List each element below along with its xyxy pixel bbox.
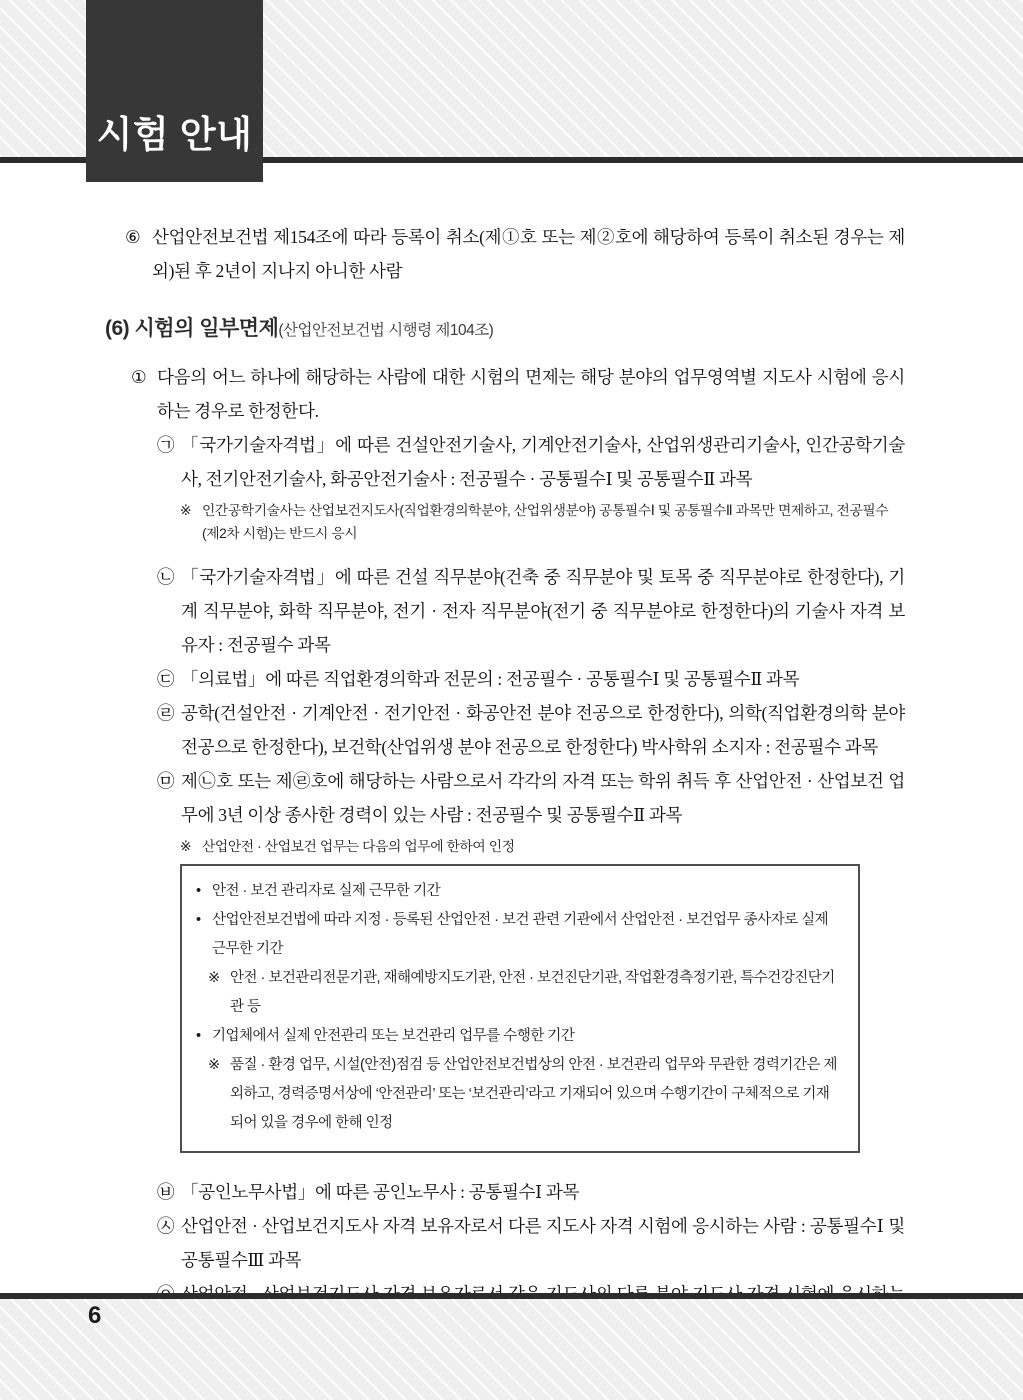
sub-item-text: 「국가기술자격법」에 따른 건설 직무분야(건축 중 직무분야 및 토목 중 직무분야로 한정한다), 기계 직무분야, 화학 직무분야, 전기 · 전자 직무분야(전기 중 직무분야로 한정한다)의 기술사 자격 보유자 : 전공필수 과목 (181, 567, 905, 655)
recognition-criteria-box (180, 864, 860, 1153)
sub-item (157, 764, 905, 832)
bullet-marker: • (196, 912, 201, 928)
reference-mark: ※ (208, 970, 220, 986)
bottom-stripe-band (0, 1299, 1023, 1400)
sub-item (157, 696, 905, 764)
box-item-text: 기업체에서 실제 안전관리 또는 보건관리 업무를 수행한 기간 (212, 1028, 575, 1044)
circled-hangul-marker: ㉠ (157, 435, 175, 455)
box-note-item (196, 1051, 842, 1138)
sub-item (157, 1175, 905, 1209)
clause-text: 다음의 어느 하나에 해당하는 사람에 대한 시험의 면제는 해당 분야의 업무영역별 지도사 시험에 응시하는 경우로 한정한다. (157, 367, 905, 421)
circled-hangul-marker: ㉣ (157, 703, 175, 723)
sub-item-text: 「국가기술자격법」에 따른 건설안전기술사, 기계안전기술사, 산업위생관리기술사, 인간공학기술사, 전기안전기술사, 화공안전기술사 : 전공필수 · 공통필수Ⅰ 및 공통필수Ⅱ 과목 (181, 435, 905, 489)
page-title: 시험 안내 (96, 114, 253, 155)
box-bullet-item (196, 1022, 842, 1051)
circled-hangul-marker: ㉡ (157, 567, 175, 587)
circled-hangul-marker: ㉥ (157, 1182, 175, 1202)
reference-mark: ※ (208, 1057, 220, 1073)
reference-mark: ※ (180, 503, 192, 518)
section-subtitle: (산업안전보건법 시행령 제104조) (278, 322, 494, 339)
sub-item-text: 산업안전 · 산업보건지도사 자격 보유자로서 다른 지도사 자격 시험에 응시하는 사람 : 공통필수Ⅰ 및 공통필수Ⅲ 과목 (181, 1216, 905, 1270)
list-item-text: 산업안전보건법 제154조에 따라 등록이 취소(제①호 또는 제②호에 해당하여 등록이 취소된 경우는 제외)된 후 2년이 지나지 아니한 사람 (152, 227, 905, 281)
sub-item (157, 662, 905, 696)
box-item-text: 안전 · 보건관리전문기관, 재해예방지도기관, 안전 · 보건진단기관, 작업환경측정기관, 특수건강진단기관 등 (230, 970, 835, 1015)
box-note-item (196, 964, 842, 1022)
sub-item (157, 428, 905, 496)
sub-item (157, 1209, 905, 1277)
sub-item-list (157, 428, 905, 1345)
sub-item-text: 「의료법」에 따른 직업환경의학과 전문의 : 전공필수 · 공통필수Ⅰ 및 공통필수Ⅱ 과목 (181, 669, 800, 689)
sub-item (157, 560, 905, 662)
bullet-marker: • (196, 883, 201, 899)
page-number: 6 (88, 1302, 102, 1329)
footnote-text: 인간공학기술사는 산업보건지도사(직업환경의학분야, 산업위생분야) 공통필수Ⅰ 및 공통필수Ⅱ 과목만 면제하고, 전공필수(제2차 시험)는 반드시 응시 (202, 503, 889, 541)
box-bullet-item (196, 906, 842, 964)
box-item-text: 품질 · 환경 업무, 시설(안전)점검 등 산업안전보건법상의 안전 · 보건관리 업무와 무관한 경력기간은 제외하고, 경력증명서상에 ‘안전관리’ 또는 ‘보건관리’라고 기재되어 있으며 수행기간이 구체적으로 기재되어 있을 경우에 한해 인정 (230, 1057, 837, 1131)
box-item-text: 산업안전보건법에 따라 지정 · 등록된 산업안전 · 보건 관련 기관에서 산업안전 · 보건업무 종사자로 실제 근무한 기간 (212, 912, 829, 957)
bullet-marker: • (196, 1028, 201, 1044)
circled-number-marker: ① (131, 367, 147, 387)
clause-item (131, 360, 905, 428)
section-title: 시험의 일부면제 (134, 317, 279, 340)
section-heading (105, 314, 905, 346)
footnote (180, 499, 905, 545)
sub-item-text: 공학(건설안전 · 기계안전 · 전기안전 · 화공안전 분야 전공으로 한정한다), 의학(직업환경의학 분야 전공으로 한정한다), 보건학(산업위생 분야 전공으로 한정한다) 박사학위 소지자 : 전공필수 과목 (181, 703, 905, 757)
chapter-header-tab (86, 0, 263, 182)
circled-hangul-marker: ㉢ (157, 669, 175, 689)
list-item (125, 220, 905, 288)
box-bullet-item (196, 877, 842, 906)
circled-hangul-marker: ㉦ (157, 1216, 175, 1236)
sub-item-text: 제㉡호 또는 제㉣호에 해당하는 사람으로서 각각의 자격 또는 학위 취득 후 산업안전 · 산업보건 업무에 3년 이상 종사한 경력이 있는 사람 : 전공필수 및 공통필수Ⅱ 과목 (181, 771, 905, 825)
content-area (105, 220, 905, 1400)
sub-item-text: 「공인노무사법」에 따른 공인노무사 : 공통필수Ⅰ 과목 (181, 1182, 580, 1202)
footnote-text: 산업안전 · 산업보건 업무는 다음의 업무에 한하여 인정 (202, 839, 515, 854)
section-number: (6) (105, 317, 130, 340)
circled-hangul-marker: ㉤ (157, 771, 175, 791)
reference-mark: ※ (180, 839, 192, 854)
footnote (180, 835, 905, 858)
box-item-text: 안전 · 보건 관리자로 실제 근무한 기간 (212, 883, 441, 899)
circled-number-marker: ⑥ (125, 227, 141, 247)
